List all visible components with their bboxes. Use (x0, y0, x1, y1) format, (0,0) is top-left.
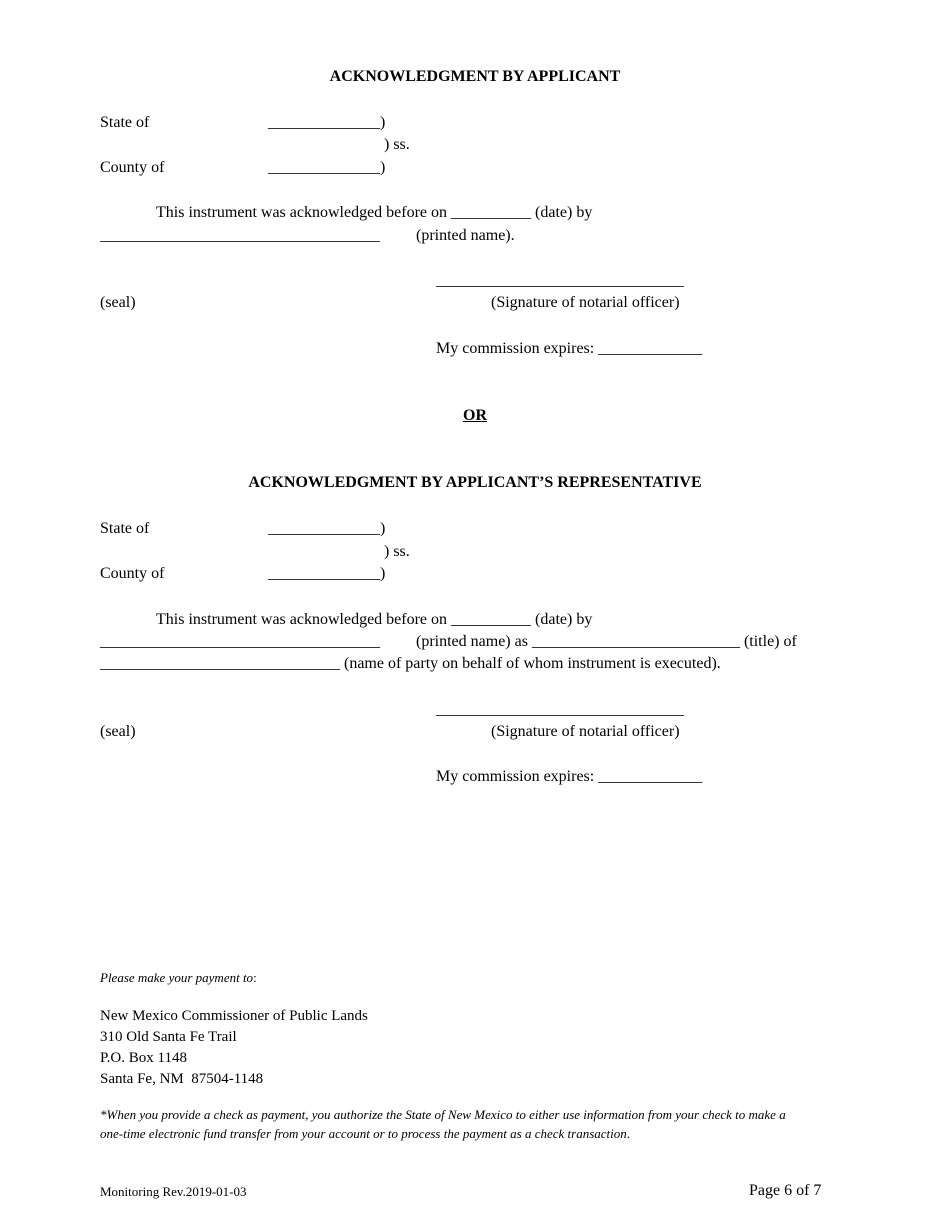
page-number: Page 6 of 7 (749, 1182, 822, 1199)
s2-state-field[interactable]: ______________) (268, 520, 386, 537)
s2-name-field[interactable]: ___________________________________ (100, 633, 380, 650)
section2-heading: ACKNOWLEDGMENT BY APPLICANT’S REPRESENTATIVE (248, 474, 702, 491)
s2-printed-name-title: (printed name) as __________________________ (title) of (416, 633, 797, 650)
payment-intro-text: Please make your payment to (100, 970, 254, 985)
s2-party-line: ______________________________ (name of party on behalf of whom instrument is executed). (100, 655, 721, 672)
s1-signature-line[interactable]: _______________________________ (436, 272, 684, 289)
s1-county-field[interactable]: ______________) (268, 159, 386, 176)
section1-heading: ACKNOWLEDGMENT BY APPLICANT (329, 68, 621, 85)
payee-street: 310 Old Santa Fe Trail (100, 1029, 237, 1045)
s1-name-field[interactable]: ___________________________________ (100, 227, 380, 244)
payment-intro-colon: : (253, 970, 257, 985)
payment-note-text: one-time electronic fund transfer from your account or to process the payment as a check transaction (100, 1126, 627, 1141)
s2-county-field[interactable]: ______________) (268, 565, 386, 582)
s1-printed-name-label: (printed name). (416, 227, 515, 244)
payee-city: Santa Fe, NM 87504-1148 (100, 1071, 264, 1087)
s2-instrument-line: This instrument was acknowledged before on __________ (date) by (156, 611, 593, 628)
s1-county-label: County of (100, 159, 165, 176)
or-divider: OR (463, 407, 487, 424)
s2-state-label: State of (100, 520, 150, 537)
payment-note-line1: *When you provide a check as payment, you authorize the State of New Mexico to either use information from your check to make a (100, 1107, 786, 1122)
s1-state-field[interactable]: ______________) (268, 114, 386, 131)
s2-seal-label: (seal) (100, 723, 136, 740)
payee-name: New Mexico Commissioner of Public Lands (100, 1008, 368, 1024)
s2-commission-expires[interactable]: My commission expires: _____________ (436, 768, 703, 785)
payment-note-period: . (626, 1126, 631, 1141)
s2-signature-caption: (Signature of notarial officer) (491, 723, 680, 740)
s1-state-label: State of (100, 114, 150, 131)
s2-county-label: County of (100, 565, 165, 582)
s1-instrument-line: This instrument was acknowledged before on __________ (date) by (156, 204, 593, 221)
s2-ss: ) ss. (384, 543, 410, 560)
s1-commission-expires[interactable]: My commission expires: _____________ (436, 340, 703, 357)
payment-note-line2 (100, 1125, 630, 1143)
payee-po-box: P.O. Box 1148 (100, 1050, 187, 1066)
payment-intro (100, 969, 257, 987)
s2-signature-line[interactable]: _______________________________ (436, 701, 684, 718)
s1-ss: ) ss. (384, 136, 410, 153)
form-revision: Monitoring Rev.2019-01-03 (100, 1184, 247, 1199)
s1-seal-label: (seal) (100, 294, 136, 311)
s1-signature-caption: (Signature of notarial officer) (491, 294, 680, 311)
